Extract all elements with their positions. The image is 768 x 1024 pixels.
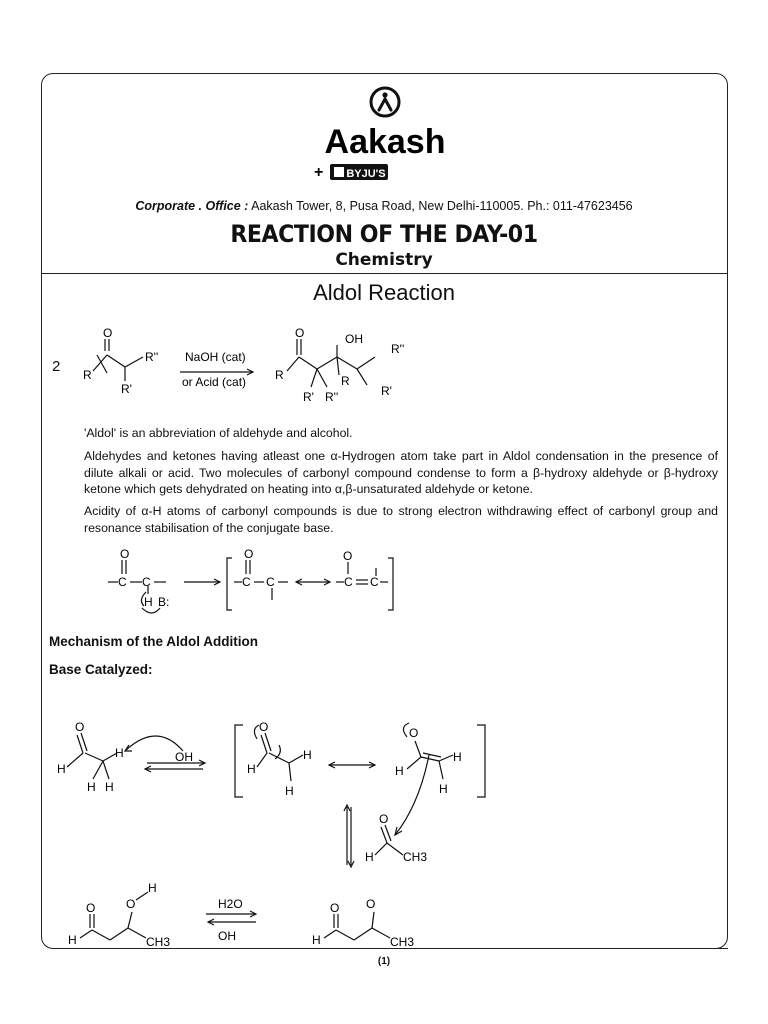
carbon-label: C (118, 575, 127, 589)
electrophile-o: O (379, 812, 389, 826)
carbanion-o: O (259, 720, 269, 734)
water-label: H2O (218, 897, 243, 911)
office-label: Corporate . Office : (135, 199, 249, 213)
carbon-label-2: C (242, 575, 251, 589)
alkoxide-o: O (366, 897, 376, 911)
reactant-r-label: R (83, 368, 92, 382)
acetaldehyde-h4: H (105, 780, 114, 794)
enolate-o-label: O (343, 549, 353, 563)
carbonyl-o-1: O (120, 548, 130, 561)
product-r1-b-label: R' (381, 384, 392, 398)
enolate-oxygen: O (409, 726, 419, 740)
hydroxide-minus-label: OH (218, 929, 236, 943)
brand-wordmark: Aakash (324, 123, 446, 161)
base-label: B: (158, 595, 170, 609)
acetaldehyde-h3: H (87, 780, 96, 794)
product-r-b-label: R (341, 374, 350, 388)
reagent-top: NaOH (cat) (185, 350, 246, 364)
product-r-label: R (275, 368, 284, 382)
carbanion-h1: H (247, 762, 256, 776)
aldol-product-scheme (60, 878, 430, 948)
partner-badge-icon (334, 167, 344, 177)
aldol-o: O (86, 901, 96, 915)
alkoxide-ch3: CH3 (390, 935, 415, 948)
carbonyl-o-2: O (244, 548, 254, 561)
reactant-r2-label: R'' (145, 350, 159, 364)
electrophile-ch3: CH3 (403, 850, 428, 864)
alpha-h-label: H (144, 595, 153, 609)
mechanism-heading: Mechanism of the Aldol Addition (49, 634, 258, 649)
paragraph-aldol-condensation: Aldehydes and ketones having atleast one α-Hydrogen atom take part in Aldol condensation in the presence of dilute alkali or acid. Two molecules of carbonyl compound condense to form a β-hydroxy aldehyde or β-hydroxy ketone which gets dehydrated on heating into α,β-unsaturated aldehyde or ketone. (84, 449, 718, 496)
enolate-c2-label: C (370, 575, 379, 589)
aldol-oh-o: O (126, 897, 136, 911)
page-title: REACTION OF THE DAY-01 (230, 220, 538, 248)
alkoxide-h: H (312, 933, 321, 947)
aldol-oh-h: H (148, 881, 157, 895)
corporate-office-line (0, 199, 768, 213)
carbanion-h2: H (303, 748, 312, 762)
paragraph-aldol-definition: 'Aldol' is an abbreviation of aldehyde and alcohol. (84, 426, 353, 440)
acetaldehyde-h1: H (57, 762, 66, 776)
product-r1-label: R' (303, 390, 314, 404)
aldol-ch3: CH3 (146, 935, 171, 948)
aldol-h: H (68, 933, 77, 947)
aakash-emblem-icon (371, 88, 399, 116)
paragraph-acidity: Acidity of α-H atoms of carbonyl compounds is due to strong electron withdrawing effect of carbonyl group and resonance stabilisation of the conjugate base. (84, 504, 718, 535)
topic-title: Aldol Reaction (313, 280, 455, 305)
footer-divider (487, 948, 728, 949)
enolate-h1: H (395, 764, 404, 778)
plus-mark: + (314, 164, 324, 181)
hydroxide-label: OH (175, 750, 193, 764)
acetaldehyde-h2: H (115, 746, 124, 760)
product-o-label: O (295, 326, 305, 340)
product-r2-b-label: R'' (325, 390, 339, 404)
carbanion-h3: H (285, 784, 294, 798)
product-r2-label: R'' (391, 342, 405, 356)
partner-wordmark: BYJU'S (346, 168, 386, 180)
reactant-r1-label: R' (121, 382, 132, 396)
enolate-h3: H (439, 782, 448, 796)
aakash-byjus-logo (300, 86, 470, 186)
enolate-c-label: C (344, 575, 353, 589)
enolate-formation-scheme (45, 715, 505, 875)
reactant-o-label: O (103, 326, 113, 340)
alkoxide-carbonyl-o: O (330, 901, 340, 915)
general-aldol-scheme (75, 325, 435, 415)
enolate-h2: H (453, 750, 462, 764)
office-address: Aakash Tower, 8, Pusa Road, New Delhi-110005. Ph.: 011-47623456 (251, 199, 633, 213)
header-divider (41, 273, 728, 274)
base-catalyzed-heading: Base Catalyzed: (49, 662, 153, 677)
reaction-number: 2 (52, 358, 61, 375)
subject-label: Chemistry (335, 250, 433, 270)
enolate-resonance-scheme (100, 548, 400, 628)
product-oh-label: OH (345, 332, 363, 346)
acetaldehyde-o: O (75, 720, 85, 734)
alpha-carbon-label: C (142, 575, 151, 589)
carbanion-label: C (266, 575, 275, 589)
reagent-bottom: or Acid (cat) (182, 375, 247, 389)
page-number: (1) (377, 956, 391, 967)
electrophile-h: H (365, 850, 374, 864)
